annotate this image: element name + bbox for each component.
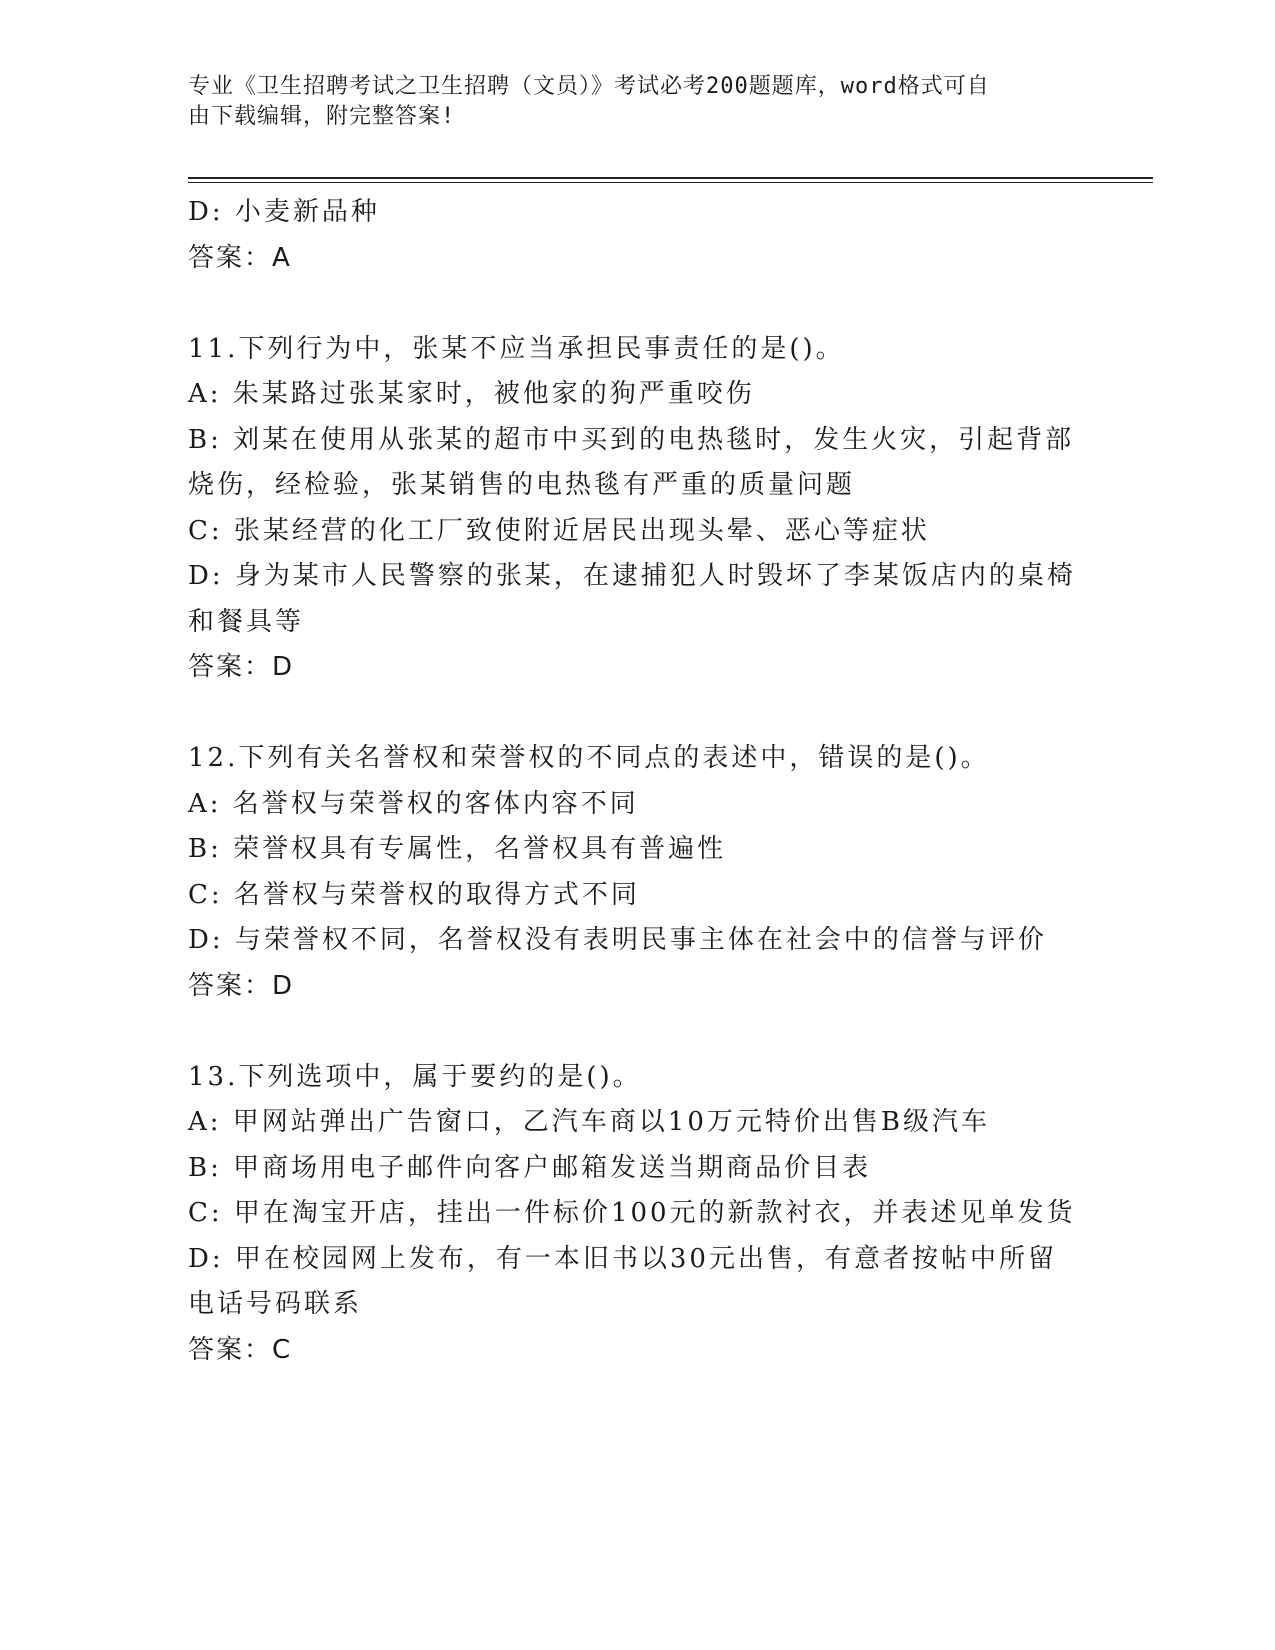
option-d: D: 与荣誉权不同，名誉权没有表明民事主体在社会中的信誉与评价 [188,925,1047,955]
answer: 答案：D [188,652,295,682]
option-a: A: 名誉权与荣誉权的客体内容不同 [188,788,639,819]
option-a: A: 朱某路过张某家时，被他家的狗严重咬伤 [188,379,755,409]
question-13 [188,1055,1088,1374]
question-11 [188,327,1088,691]
header-rule-thick [188,177,1153,179]
option-b-line-1: B: 刘某在使用从张某的超市中买到的电热毯时，发生火灾，引起背部 [188,424,1075,455]
question-12 [188,736,1088,1009]
answer: 答案：D [188,970,295,1001]
option-d-line-1: D: 甲在校园网上发布，有一本旧书以30元出售，有意者按帖中所留 [188,1243,1057,1274]
option-d-line-1: D: 身为某市人民警察的张某，在逮捕犯人时毁坏了李某饭店内的桌椅 [188,561,1076,591]
answer: 答案：C [188,1334,293,1365]
document-body [188,190,1088,1373]
header-line-2: 由下载编辑，附完整答案! [188,104,456,129]
option-c: C: 甲在淘宝开店，挂出一件标价100元的新款衬衣，并表述见单发货 [188,1198,1076,1228]
option-a: A: 甲网站弹出广告窗口，乙汽车商以10万元特价出售B级汽车 [188,1107,990,1137]
option-d-line-2: 电话号码联系 [188,1289,363,1319]
spacer [188,691,1088,737]
header-rule-thin [188,182,1153,183]
option-c: C: 张某经营的化工厂致使附近居民出现头晕、恶心等症状 [188,515,930,546]
prev-option-d: D: 小麦新品种 [188,197,380,227]
question-stem: 13.下列选项中，属于要约的是()。 [188,1061,642,1092]
spacer [188,1009,1088,1055]
option-b-line-2: 烧伤，经检验，张某销售的电热毯有严重的质量问题 [188,470,856,500]
document-header [188,72,1068,132]
spacer [188,281,1088,327]
header-line-1: 专业《卫生招聘考试之卫生招聘（文员）》考试必考200题题库，word格式可自 [188,74,990,99]
option-d-line-2: 和餐具等 [188,606,305,637]
question-stem: 12.下列有关名誉权和荣誉权的不同点的表述中，错误的是()。 [188,743,990,773]
prev-answer: 答案：A [188,242,292,273]
option-b: B: 甲商场用电子邮件向客户邮箱发送当期商品价目表 [188,1152,872,1183]
option-c: C: 名誉权与荣誉权的取得方式不同 [188,879,640,910]
option-b: B: 荣誉权具有专属性，名誉权具有普遍性 [188,834,727,864]
question-stem: 11.下列行为中，张某不应当承担民事责任的是()。 [188,333,845,364]
